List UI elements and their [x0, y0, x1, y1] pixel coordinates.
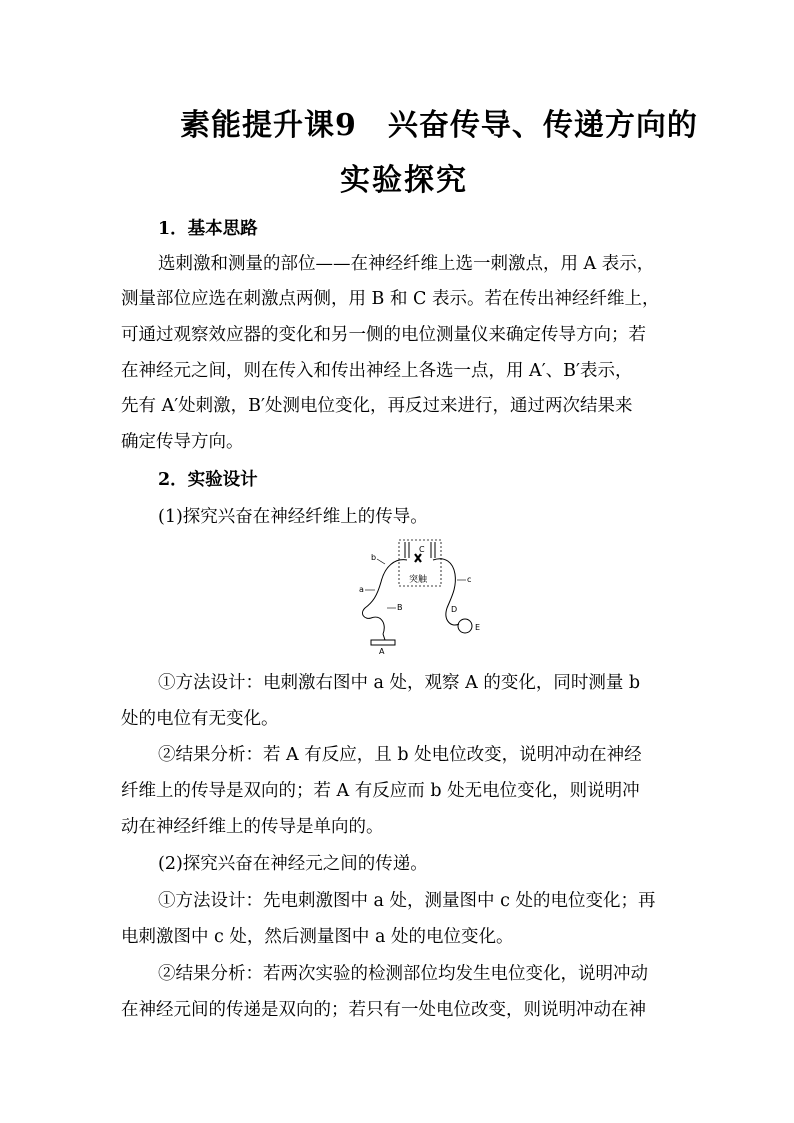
- section1-heading: 1．基本思路: [158, 219, 258, 239]
- paragraph-line: ①方法设计：先电刺激图中 a 处，测量图中 c 处的电位变化；再: [158, 891, 656, 911]
- paragraph-line: 选刺激和测量的部位——在神经纤维上选一刺激点，用 A 表示，: [158, 254, 655, 274]
- page-title-line1: 素能提升课9 兴奋传导、传递方向的: [180, 108, 698, 143]
- afferent-neuron: [363, 560, 407, 634]
- paragraph-line: 处的电位有无变化。: [121, 709, 279, 729]
- paragraph-line: 确定传导方向。: [121, 432, 244, 452]
- stimulus-mark: [415, 554, 421, 562]
- paragraph-line: 测量部位应选在刺激点两侧，用 B 和 C 表示。若在传出神经纤维上，: [121, 289, 660, 309]
- neuron-diagram: [355, 538, 485, 656]
- effector-e: [458, 619, 472, 633]
- subsection-heading: (2)探究兴奋在神经元之间的传递。: [158, 854, 428, 874]
- subsection-heading: (1)探究兴奋在神经纤维上的传导。: [158, 507, 428, 527]
- label-A: A: [379, 647, 385, 656]
- paragraph-line: 动在神经纤维上的传导是单向的。: [121, 817, 384, 837]
- paragraph-line: 在神经元之间，则在传入和传出神经上各选一点，用 A′、B′表示，: [121, 361, 633, 381]
- paragraph-line: 先有 A′处刺激，B′处测电位变化，再反过来进行，通过两次结果来: [121, 396, 633, 416]
- label-E: E: [475, 623, 481, 632]
- label-synapse: 突触: [409, 575, 428, 585]
- paragraph-line: ②结果分析：若两次实验的检测部位均发生电位变化，说明冲动: [158, 964, 648, 984]
- paragraph-line: 在神经元间的传递是双向的；若只有一处电位改变，则说明冲动在神: [121, 1000, 646, 1020]
- page-title-line2: 实验探究: [340, 163, 468, 198]
- label-b: b: [371, 553, 377, 562]
- paragraph-line: ②结果分析：若 A 有反应，且 b 处电位改变，说明冲动在神经: [158, 745, 642, 765]
- afferent-neuron: [383, 634, 385, 640]
- paragraph-line: ①方法设计：电刺激右图中 a 处，观察 A 的变化，同时测量 b: [158, 673, 641, 693]
- efferent-neuron: [433, 559, 459, 625]
- label-D: D: [451, 605, 458, 614]
- label-c-upper: C: [419, 545, 425, 554]
- paragraph-line: 可通过观察效应器的变化和另一侧的电位测量仪来确定传导方向；若: [121, 325, 646, 345]
- label-c: c: [467, 575, 472, 584]
- paragraph-line: 纤维上的传导是双向的；若 A 有反应而 b 处无电位变化，则说明冲: [121, 781, 640, 801]
- section2-heading: 2．实验设计: [158, 470, 258, 490]
- receptor-a: [371, 640, 395, 645]
- label-a: a: [359, 585, 364, 594]
- paragraph-line: 电刺激图中 c 处，然后测量图中 a 处的电位变化。: [121, 927, 514, 947]
- label-B: B: [397, 603, 403, 612]
- leader-line: [377, 559, 385, 564]
